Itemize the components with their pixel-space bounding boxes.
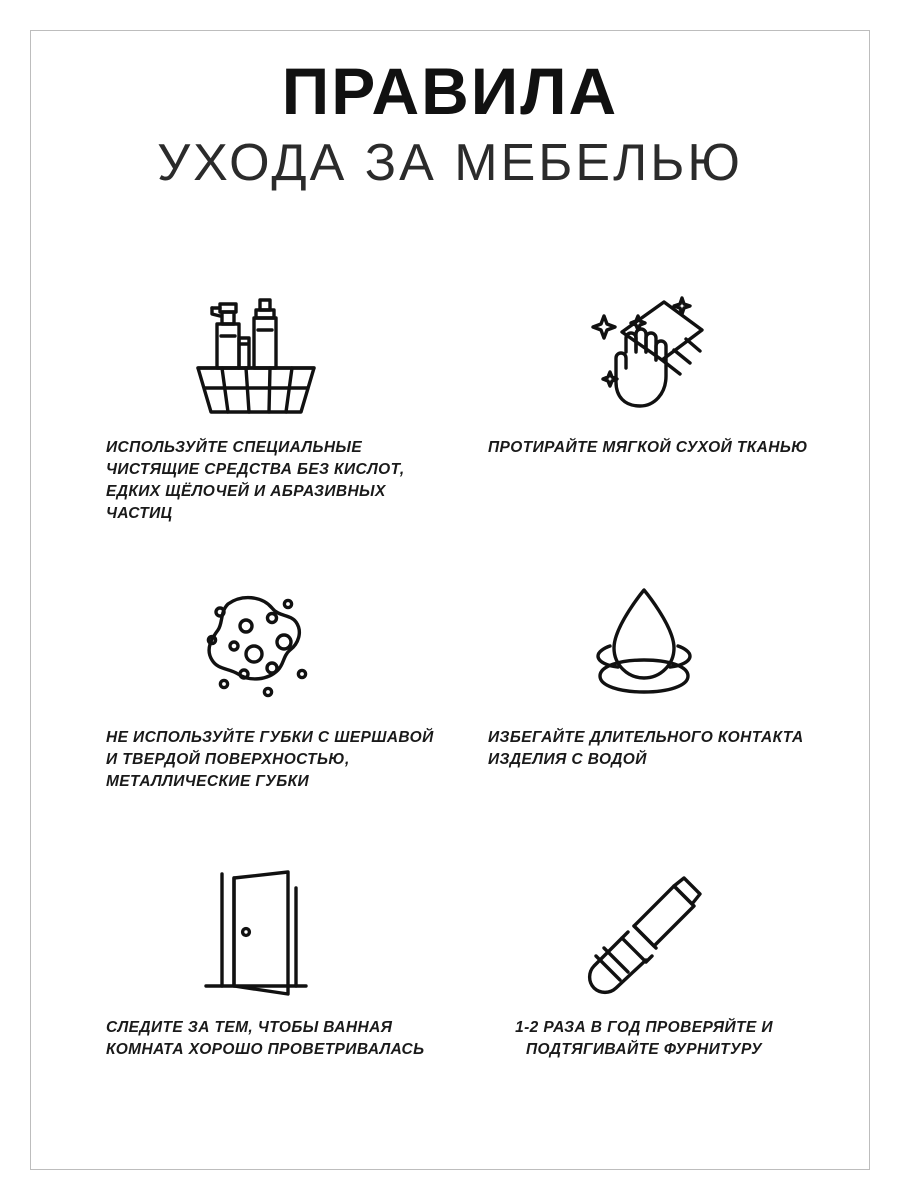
rule-text: НЕ ИСПОЛЬЗУЙТЕ ГУБКИ С ШЕРШАВОЙ И ТВЕРДОЙ ПОВЕРХНОСТЬЮ, МЕТАЛЛИЧЕСКИЕ ГУБКИ: [106, 729, 434, 790]
rules-grid: [62, 272, 838, 1142]
page-title: ПРАВИЛА: [281, 54, 619, 128]
cleaning-supplies-basket-icon: [72, 272, 440, 437]
rule-text: СЛЕДИТЕ ЗА ТЕМ, ЧТОБЫ ВАННАЯ КОМНАТА ХОРОШО ПРОВЕТРИВАЛАСЬ: [106, 1019, 425, 1058]
rule-item: [62, 562, 450, 852]
water-drop-icon: [460, 562, 828, 727]
rule-item: [62, 272, 450, 562]
hand-wiping-cloth-icon: [460, 272, 828, 437]
open-door-ventilation-icon: [72, 852, 440, 1017]
rule-item: [450, 562, 838, 852]
rule-text: ПРОТИРАЙТЕ МЯГКОЙ СУХОЙ ТКАНЬЮ: [488, 439, 808, 456]
page-subtitle: УХОДА ЗА МЕБЕЛЬЮ: [157, 134, 743, 193]
rule-item: [450, 852, 838, 1142]
rule-item: [62, 852, 450, 1142]
rule-item: [450, 272, 838, 562]
rule-text: 1-2 РАЗА В ГОД ПРОВЕРЯЙТЕ И ПОДТЯГИВАЙТЕ ФУРНИТУРУ: [515, 1019, 773, 1058]
poster-header: [0, 54, 900, 193]
screwdriver-icon: [460, 852, 828, 1017]
rule-text: ИЗБЕГАЙТЕ ДЛИТЕЛЬНОГО КОНТАКТА ИЗДЕЛИЯ С ВОДОЙ: [488, 729, 804, 768]
abrasive-sponge-icon: [72, 562, 440, 727]
rule-text: ИСПОЛЬЗУЙТЕ СПЕЦИАЛЬНЫЕ ЧИСТЯЩИЕ СРЕДСТВА БЕЗ КИСЛОТ, ЕДКИХ ЩЁЛОЧЕЙ И АБРАЗИВНЫХ ЧАСТИЦ: [106, 439, 405, 522]
